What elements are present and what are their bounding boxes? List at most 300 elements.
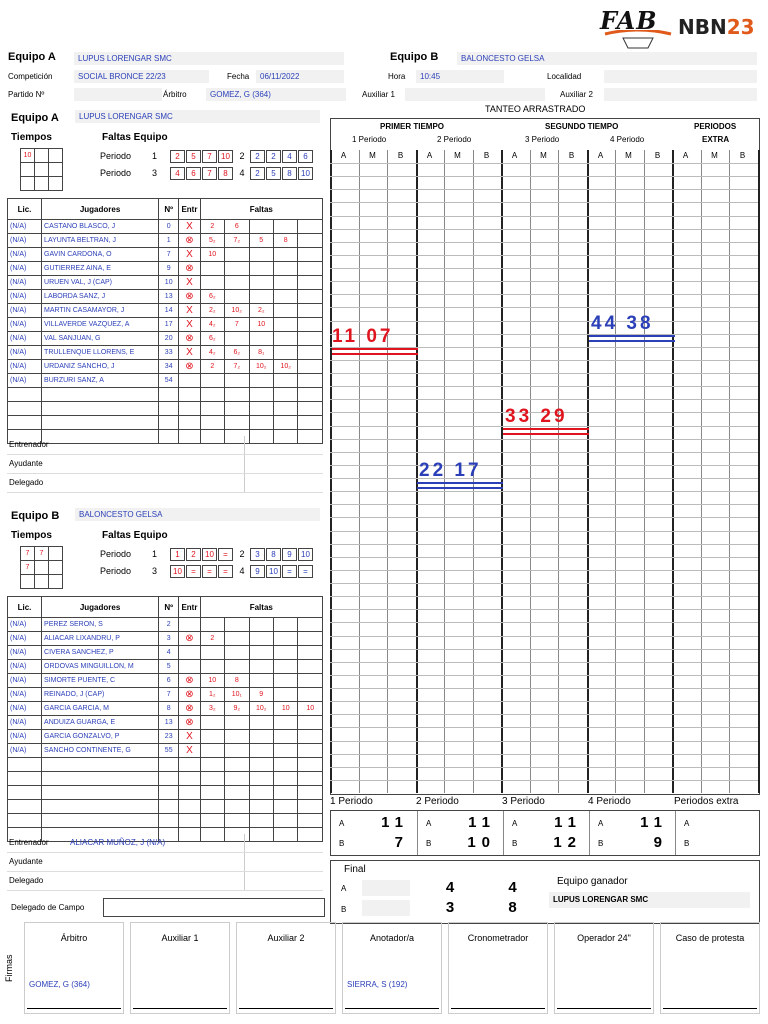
- player-foul: [225, 248, 249, 262]
- player-foul: 10₂: [249, 702, 273, 716]
- running-h1: PRIMER TIEMPO: [380, 122, 445, 131]
- grid-row: [330, 636, 758, 637]
- player-row: [8, 632, 323, 646]
- player-name: URDANIZ SANCHO, J: [42, 360, 159, 374]
- player-num: 54: [159, 374, 179, 388]
- player-foul: [200, 276, 224, 290]
- grid-line: [729, 150, 730, 793]
- grid-line: [644, 150, 645, 793]
- player-name: TRULLENQUE LLORENS, E: [42, 346, 159, 360]
- grid-line: [330, 150, 332, 793]
- player-name: CIVERA SANCHEZ, P: [42, 646, 159, 660]
- player-foul: [298, 674, 323, 688]
- player-foul: 2₂: [249, 304, 273, 318]
- grid-line: [615, 150, 616, 793]
- foul-box: =: [218, 565, 233, 578]
- player-num: 6: [159, 674, 179, 688]
- player-entr: X: [179, 744, 200, 758]
- equipo-b-field[interactable]: BALONCESTO GELSA: [457, 52, 757, 65]
- signature-line: [345, 1008, 439, 1009]
- player-lic: (N/A): [8, 674, 42, 688]
- staff-label: Ayudante: [9, 459, 43, 468]
- period-cell: [331, 811, 417, 855]
- player-entr: X: [179, 318, 200, 332]
- equipo-a-label: Equipo A: [8, 51, 56, 63]
- grid-line: [587, 150, 589, 793]
- signature-title: Anotador/a: [369, 933, 415, 943]
- partido-field[interactable]: [74, 88, 162, 101]
- player-foul: [273, 262, 297, 276]
- player-name: VILLAVERDE VAZQUEZ, A: [42, 318, 159, 332]
- player-row: [8, 360, 323, 374]
- player-foul: [298, 632, 323, 646]
- player-foul: 7₂: [225, 234, 249, 248]
- staff-row: [7, 436, 323, 455]
- player-foul: 7₂: [225, 360, 249, 374]
- delegado-campo-field[interactable]: [103, 898, 325, 917]
- player-row: [8, 220, 323, 234]
- team-b-players-table: [7, 596, 323, 842]
- arbitro-field[interactable]: GOMEZ, G (364): [206, 88, 346, 101]
- player-row: [8, 318, 323, 332]
- player-row-empty: [8, 814, 323, 828]
- period-b-score: 7: [394, 834, 409, 851]
- period-b-score: 9: [653, 834, 668, 851]
- player-num: 23: [159, 730, 179, 744]
- fecha-field[interactable]: 06/11/2022: [256, 70, 344, 83]
- player-lic: (N/A): [8, 646, 42, 660]
- signature-box[interactable]: [130, 922, 230, 1014]
- col-num: Nº: [159, 597, 179, 618]
- player-row: [8, 234, 323, 248]
- grid-col-header: A: [426, 151, 433, 160]
- player-foul: [200, 618, 224, 632]
- foul-box: 2: [250, 167, 265, 180]
- player-row: [8, 688, 323, 702]
- player-foul: [200, 374, 224, 388]
- player-foul: [249, 248, 273, 262]
- timeout-cell: [21, 575, 35, 589]
- grid-line: [416, 150, 418, 793]
- player-row: [8, 716, 323, 730]
- player-name: GUTIERREZ AINA, E: [42, 262, 159, 276]
- hora-field[interactable]: 10:45: [416, 70, 504, 83]
- fab-logo-arc: [603, 30, 673, 50]
- player-foul: [273, 318, 297, 332]
- staff-box: [244, 436, 323, 454]
- player-foul: [298, 304, 323, 318]
- player-foul: [200, 744, 224, 758]
- grid-row: [330, 675, 758, 676]
- grid-col-header: A: [597, 151, 604, 160]
- staff-row: [7, 853, 323, 872]
- player-name: GARCIA GONZALVO, P: [42, 730, 159, 744]
- final-b-box0: [362, 900, 410, 916]
- player-foul: [273, 304, 297, 318]
- player-lic: (N/A): [8, 220, 42, 234]
- foul-box: 2: [250, 150, 265, 163]
- player-name: ALIACAR LIXANDRU, P: [42, 632, 159, 646]
- grid-col-header: A: [682, 151, 689, 160]
- periodo-label: Periodo: [100, 167, 132, 178]
- grid-row: [330, 281, 758, 282]
- grid-col-header: A: [511, 151, 518, 160]
- signature-line: [451, 1008, 545, 1009]
- grid-row: [330, 701, 758, 702]
- player-foul: [273, 276, 297, 290]
- timeout-cell: 7: [21, 547, 35, 561]
- period-b-label: B: [512, 839, 518, 848]
- final-a-1: 4: [508, 879, 517, 896]
- player-num: 3: [159, 632, 179, 646]
- player-foul: [225, 276, 249, 290]
- foul-box: 10: [218, 150, 233, 163]
- player-entr: ⊗: [179, 234, 200, 248]
- signature-line: [133, 1008, 227, 1009]
- player-foul: [298, 262, 323, 276]
- player-foul: [273, 618, 297, 632]
- team-b-faltas-label: Faltas Equipo: [102, 530, 168, 541]
- player-foul: [249, 730, 273, 744]
- player-foul: [225, 262, 249, 276]
- col-jugadores: Jugadores: [42, 597, 159, 618]
- signature-title: Árbitro: [60, 933, 88, 943]
- signature-box[interactable]: [660, 922, 760, 1014]
- player-name: SANCHO CONTINENTE, G: [42, 744, 159, 758]
- team-a-faltas-label: Faltas Equipo: [102, 132, 168, 143]
- player-foul: 10₂: [249, 360, 273, 374]
- competicion-label: Competición: [8, 72, 53, 81]
- periodo-num: 3: [152, 167, 158, 178]
- grid-row: [330, 242, 758, 243]
- player-foul: [298, 688, 323, 702]
- running-title: TANTEO ARRASTRADO: [485, 104, 586, 114]
- signature-box[interactable]: [24, 922, 124, 1014]
- player-entr: X: [179, 276, 200, 290]
- player-foul: 3₂: [200, 702, 224, 716]
- grid-row: [330, 609, 758, 610]
- player-row: [8, 346, 323, 360]
- player-foul: [298, 248, 323, 262]
- signature-box[interactable]: [236, 922, 336, 1014]
- timeout-cell: [49, 575, 63, 589]
- equipo-a-field[interactable]: LUPUS LORENGAR SMC: [74, 52, 344, 65]
- player-foul: 2: [200, 220, 224, 234]
- grid-row: [330, 517, 758, 518]
- team-b-label: Equipo B: [11, 510, 60, 522]
- player-foul: 5: [249, 234, 273, 248]
- period-cell: [417, 811, 504, 855]
- player-foul: 7: [225, 318, 249, 332]
- running-h3b: EXTRA: [702, 135, 730, 144]
- staff-box: [244, 853, 323, 871]
- player-foul: [200, 646, 224, 660]
- signature-name: GOMEZ, G (364): [29, 980, 90, 989]
- player-lic: (N/A): [8, 248, 42, 262]
- signature-box[interactable]: [342, 922, 442, 1014]
- signature-line: [27, 1008, 121, 1009]
- periodo-label: Periodo: [100, 150, 132, 161]
- player-foul: [200, 716, 224, 730]
- timeout-cell: [35, 561, 49, 575]
- player-foul: 8₁: [249, 346, 273, 360]
- player-name: LABORDA SANZ, J: [42, 290, 159, 304]
- player-foul: [273, 374, 297, 388]
- periodo-num: 1: [152, 548, 158, 559]
- staff-label: Delegado: [9, 876, 44, 885]
- period-a-score: 11: [554, 814, 582, 831]
- grid-line: [701, 150, 702, 793]
- foul-box: 1: [170, 548, 185, 561]
- player-num: 13: [159, 290, 179, 304]
- grid-row: [330, 268, 758, 269]
- player-foul: [298, 220, 323, 234]
- player-foul: [298, 360, 323, 374]
- player-foul: [249, 374, 273, 388]
- player-foul: [249, 716, 273, 730]
- player-foul: [249, 262, 273, 276]
- fecha-label: Fecha: [227, 72, 250, 81]
- grid-row: [330, 741, 758, 742]
- aux1-field[interactable]: [405, 88, 545, 101]
- grid-row: [330, 465, 758, 466]
- player-foul: 10: [200, 248, 224, 262]
- player-foul: [225, 646, 249, 660]
- signature-title: Cronometrador: [467, 933, 529, 943]
- player-name: LAYUNTA BELTRAN, J: [42, 234, 159, 248]
- periodo-num: 2: [239, 548, 245, 559]
- player-foul: 2: [200, 360, 224, 374]
- foul-box: 8: [282, 167, 297, 180]
- grid-col-header: M: [540, 151, 547, 160]
- player-lic: (N/A): [8, 374, 42, 388]
- periodo-label: Periodo: [100, 565, 132, 576]
- player-entr: ⊗: [179, 702, 200, 716]
- player-foul: 6₂: [200, 290, 224, 304]
- timeout-cell: [49, 163, 63, 177]
- player-num: 2: [159, 618, 179, 632]
- foul-box: 10: [170, 565, 185, 578]
- player-foul: [273, 220, 297, 234]
- timeout-cell: [35, 177, 49, 191]
- grid-line: [530, 150, 531, 793]
- player-row: [8, 646, 323, 660]
- team-a-name: LUPUS LORENGAR SMC: [75, 110, 320, 123]
- localidad-field[interactable]: [604, 70, 757, 83]
- grid-row: [330, 163, 758, 164]
- player-foul: [249, 618, 273, 632]
- player-entr: X: [179, 730, 200, 744]
- running-p2: 2 Periodo: [437, 135, 472, 144]
- player-foul: [200, 262, 224, 276]
- player-num: 14: [159, 304, 179, 318]
- signature-box[interactable]: [554, 922, 654, 1014]
- period-a-score: 11: [381, 814, 409, 831]
- foul-box: 8: [218, 167, 233, 180]
- staff-row: [7, 834, 323, 853]
- final-b-0: 3: [445, 899, 455, 916]
- player-foul: 10₂: [273, 360, 297, 374]
- col-lic: Lic.: [8, 597, 42, 618]
- player-foul: [225, 290, 249, 304]
- player-foul: 2: [200, 632, 224, 646]
- player-num: 7: [159, 248, 179, 262]
- col-faltas: Faltas: [200, 597, 322, 618]
- running-h3: PERIODOS: [694, 122, 737, 131]
- timeout-cell: [49, 177, 63, 191]
- player-row: [8, 702, 323, 716]
- player-row-empty: [8, 800, 323, 814]
- grid-row: [330, 216, 758, 217]
- player-lic: (N/A): [8, 290, 42, 304]
- timeout-cell: 7: [21, 561, 35, 575]
- player-name: SIMORTE PUENTE, C: [42, 674, 159, 688]
- signature-box[interactable]: [448, 922, 548, 1014]
- player-foul: [249, 290, 273, 304]
- staff-label: Entrenador: [9, 838, 49, 847]
- player-row: [8, 276, 323, 290]
- player-name: VAL SANJUAN, G: [42, 332, 159, 346]
- fouls-row: [100, 167, 314, 184]
- player-foul: 1₂: [200, 688, 224, 702]
- player-foul: 2₂: [200, 304, 224, 318]
- q2-underline: [417, 482, 503, 489]
- player-foul: 6₂: [200, 332, 224, 346]
- periodo-label: Periodo: [100, 548, 132, 559]
- staff-box: [244, 474, 323, 492]
- grid-row: [330, 321, 758, 322]
- player-lic: (N/A): [8, 346, 42, 360]
- player-foul: [200, 660, 224, 674]
- fab-logo: FAB: [600, 6, 658, 35]
- player-entr: ⊗: [179, 262, 200, 276]
- period-b-score: 12: [553, 834, 582, 851]
- timeout-cell: [21, 177, 35, 191]
- grid-col-header: B: [568, 151, 575, 160]
- staff-box: [244, 455, 323, 473]
- player-foul: 4₂: [200, 318, 224, 332]
- grid-row: [330, 307, 758, 308]
- grid-row: [330, 334, 758, 335]
- grid-row: [330, 754, 758, 755]
- firmas-label: Firmas: [4, 954, 14, 982]
- player-foul: [249, 674, 273, 688]
- player-row: [8, 374, 323, 388]
- running-score-grid: [330, 150, 758, 793]
- staff-label: Ayudante: [9, 857, 43, 866]
- final-label: Final: [344, 864, 366, 875]
- team-b-fouls-block: [100, 548, 314, 582]
- player-foul: [273, 660, 297, 674]
- grid-row: [330, 649, 758, 650]
- player-entr: ⊗: [179, 716, 200, 730]
- col-entr: Entr: [179, 597, 200, 618]
- grid-row: [330, 176, 758, 177]
- grid-row: [330, 570, 758, 571]
- player-name: MARTIN CASAMAYOR, J: [42, 304, 159, 318]
- team-a-label: Equipo A: [11, 112, 59, 124]
- staff-label: Delegado: [9, 478, 44, 487]
- grid-col-header: B: [654, 151, 661, 160]
- period-label: 1 Periodo: [330, 796, 373, 807]
- player-foul: 8: [273, 234, 297, 248]
- foul-box: 10: [298, 167, 313, 180]
- player-row: [8, 618, 323, 632]
- player-foul: 6: [225, 220, 249, 234]
- period-label: Periodos extra: [674, 796, 739, 807]
- player-num: 13: [159, 716, 179, 730]
- staff-value: ALIACAR MUÑOZ, J (N/A): [70, 838, 166, 847]
- col-entr: Entr: [179, 199, 200, 220]
- team-b-name: BALONCESTO GELSA: [75, 508, 320, 521]
- player-foul: 9: [249, 688, 273, 702]
- signature-line: [663, 1008, 757, 1009]
- grid-row: [330, 294, 758, 295]
- aux2-field[interactable]: [604, 88, 757, 101]
- player-foul: [225, 716, 249, 730]
- player-name: URUEN VAL, J (CAP): [42, 276, 159, 290]
- player-row-empty: [8, 416, 323, 430]
- player-row: [8, 730, 323, 744]
- player-foul: [225, 660, 249, 674]
- player-num: 9: [159, 262, 179, 276]
- competicion-field[interactable]: SOCIAL BRONCE 22/23: [74, 70, 209, 83]
- aux1-label: Auxiliar 1: [362, 90, 395, 99]
- grid-row: [330, 189, 758, 190]
- player-row-empty: [8, 388, 323, 402]
- player-row: [8, 744, 323, 758]
- staff-row: [7, 455, 323, 474]
- foul-box: 3: [250, 548, 265, 561]
- period-cell: [503, 811, 590, 855]
- player-num: 34: [159, 360, 179, 374]
- player-row: [8, 674, 323, 688]
- foul-box: 7: [202, 150, 217, 163]
- player-foul: [298, 660, 323, 674]
- player-num: 20: [159, 332, 179, 346]
- ganador-label: Equipo ganador: [557, 876, 628, 887]
- periodo-num: 4: [239, 565, 245, 576]
- player-lic: (N/A): [8, 304, 42, 318]
- staff-row: [7, 872, 323, 891]
- period-label: 4 Periodo: [588, 796, 631, 807]
- player-foul: 10: [298, 702, 323, 716]
- timeout-cell: [35, 149, 49, 163]
- foul-box: 6: [298, 150, 313, 163]
- staff-box: [244, 834, 323, 852]
- player-entr: X: [179, 304, 200, 318]
- player-row: [8, 660, 323, 674]
- grid-line: [672, 150, 674, 793]
- player-foul: 6₂: [225, 346, 249, 360]
- team-b-tiempos-label: Tiempos: [11, 530, 52, 541]
- col-lic: Lic.: [8, 199, 42, 220]
- player-row-empty: [8, 772, 323, 786]
- foul-box: 7: [202, 167, 217, 180]
- player-entr: ⊗: [179, 290, 200, 304]
- periodo-num: 1: [152, 150, 158, 161]
- grid-line: [501, 150, 503, 793]
- nbn-logo: NBN23: [678, 15, 755, 39]
- final-a-label: A: [341, 884, 347, 893]
- grid-line: [758, 150, 760, 793]
- hora-label: Hora: [388, 72, 406, 81]
- q3-underline: [503, 428, 589, 435]
- player-foul: [298, 346, 323, 360]
- final-b-1: 8: [508, 899, 517, 916]
- player-num: 10: [159, 276, 179, 290]
- player-foul: [298, 332, 323, 346]
